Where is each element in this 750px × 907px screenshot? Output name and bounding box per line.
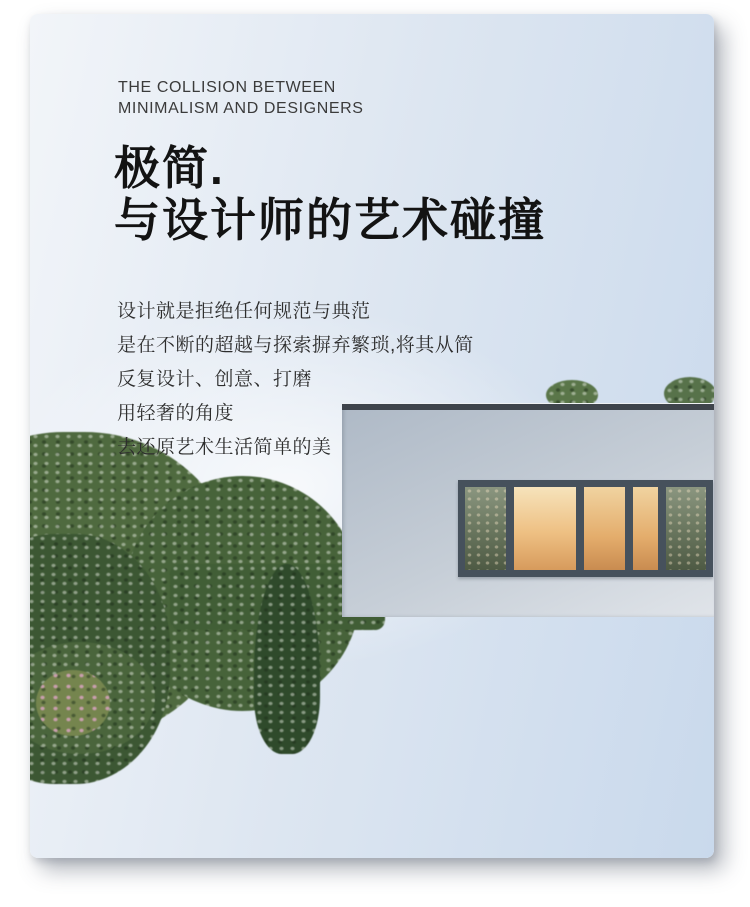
upper-window-panes [465, 487, 706, 570]
title-line-1: 极简. [114, 142, 225, 194]
window-pane-lit [514, 487, 575, 570]
page-title [114, 142, 546, 246]
flower-bush [36, 670, 110, 736]
body-line: 用轻奢的角度 [117, 403, 235, 424]
window-pane-lit [584, 487, 625, 570]
poster-card [30, 14, 714, 858]
title-line-2: 与设计师的艺术碰撞 [114, 194, 546, 246]
kicker [118, 77, 364, 119]
window-pane-lit [633, 487, 658, 570]
body-line: 是在不断的超越与探索摒弃繁琐,将其从简 [117, 335, 474, 356]
kicker-line-1: THE COLLISION BETWEEN [118, 79, 336, 96]
body-line: 反复设计、创意、打磨 [117, 369, 313, 390]
body-line: 设计就是拒绝任何规范与典范 [117, 301, 371, 322]
window-pane-reflection [465, 487, 506, 570]
upper-floor-window [458, 480, 713, 577]
window-pane-reflection [666, 487, 706, 570]
kicker-line-2: MINIMALISM AND DESIGNERS [118, 100, 364, 117]
body-line: 去还原艺术生活简单的美 [117, 437, 332, 458]
body-copy [117, 295, 474, 465]
